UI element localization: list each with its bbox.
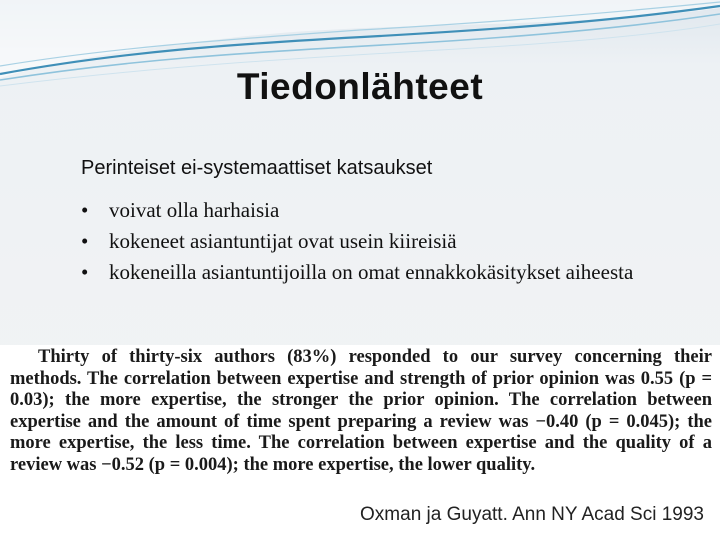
bullet-item xyxy=(81,226,691,257)
slide-subtitle: Perinteiset ei-systemaattiset katsaukset xyxy=(81,157,433,179)
citation: Oxman ja Guyatt. Ann NY Acad Sci 1993 xyxy=(360,504,704,525)
slide-title: Tiedonlähteet xyxy=(236,66,484,107)
bullet-text: kokeneilla asiantuntijoilla on omat ennakkokäsitykset aiheesta xyxy=(109,260,634,284)
bullet-text: kokeneet asiantuntijat ovat usein kiireisiä xyxy=(109,229,457,253)
bullet-text: voivat olla harhaisia xyxy=(109,198,280,222)
bullet-icon: • xyxy=(81,229,89,253)
bullet-item xyxy=(81,195,691,226)
bullet-icon: • xyxy=(81,260,89,284)
bullet-item xyxy=(81,257,691,288)
quoted-study-excerpt: Thirty of thirty-six authors (83%) responded to our survey concerning their methods. The correlation between expertise and strength of prior opinion was 0.55 (p = 0.03); the more expertise, the stronger the prior opinion. The correlation between expertise and the amount of time spent preparing a review was −0.40 (p = 0.045); the more expertise, the less time. The correlation between expertise and the quality of a review was −0.52 (p = 0.004); the more expertise, the lower quality. xyxy=(10,347,712,475)
bullet-list xyxy=(81,195,691,288)
bullet-icon: • xyxy=(81,198,89,222)
